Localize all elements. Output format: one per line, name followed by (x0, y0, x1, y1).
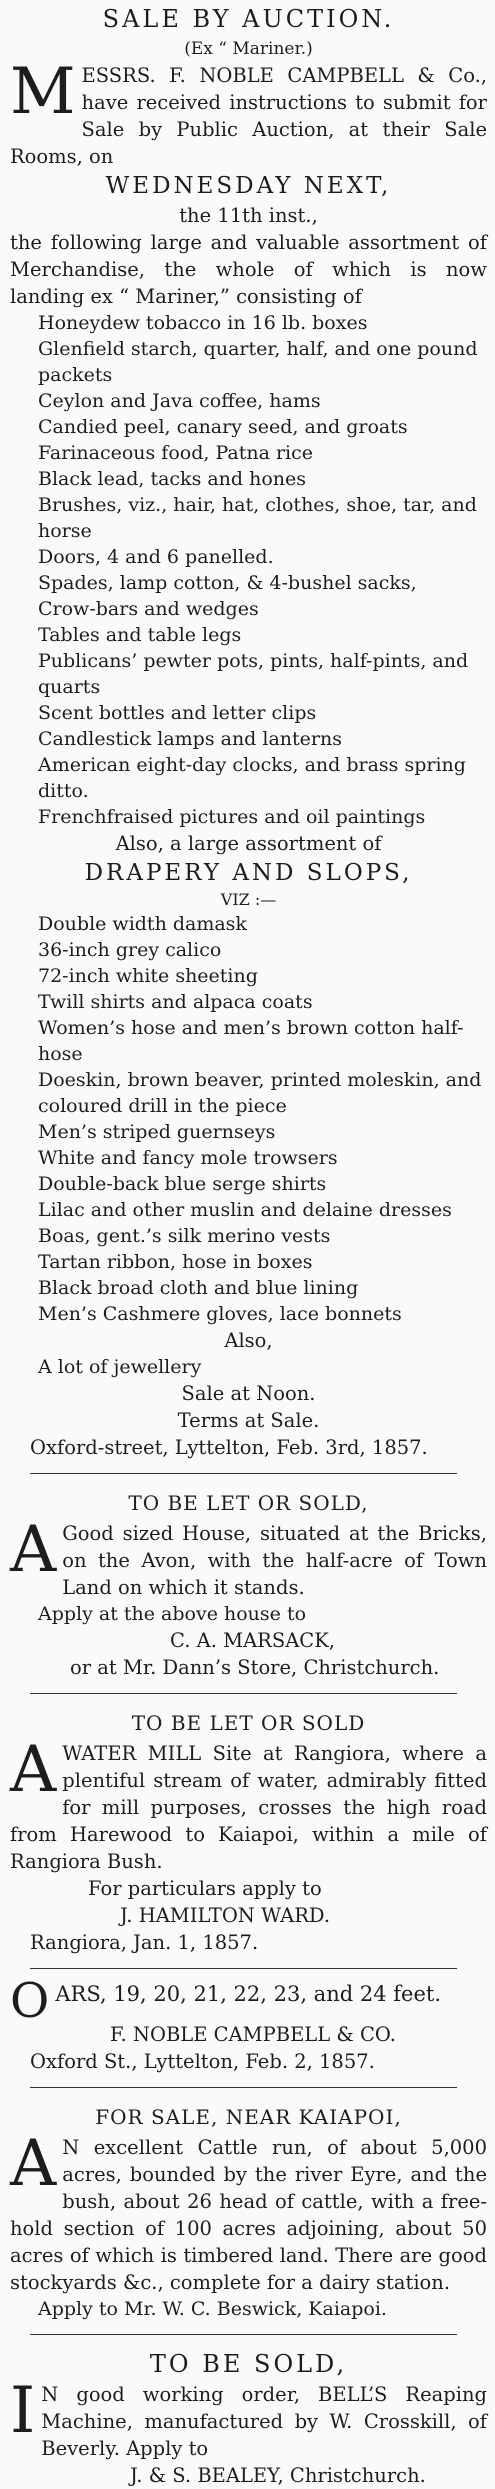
list-item: Men’s striped guernseys (38, 1121, 276, 1143)
list-item: American eight-day clocks, and brass spring ditto. (38, 754, 466, 802)
also-line: Also, a large assortment of (115, 832, 382, 855)
oars-advertisement (10, 1973, 487, 2075)
divider (30, 2087, 457, 2088)
ad-subheading: (Ex “ Mariner.) (184, 39, 313, 59)
ad-body: A N excellent Cattle run, of about 5,000 acres, bounded by the river Eyre, and the bush, about 26 head of cattle, with a free-hold section of 100 acres adjoining, about 50 acres of which is timbered land. There are good stockyards &c., complete for a dairy station. (10, 2127, 487, 2294)
drop-cap: A (10, 2127, 57, 2201)
list-item: Black lead, tacks and hones (38, 468, 307, 490)
list-item: Lilac and other muslin and delaine dresses (38, 1199, 452, 1221)
ad-body: I N good working order, BELL’S Reaping Machine, manufactured by W. Crosskill, of Beverly. Apply to (10, 2374, 487, 2460)
list-item: Boas, gent.’s silk merino vests (38, 1225, 331, 1247)
ad-body: OARS, 19, 20, 21, 22, 23, and 24 feet. (10, 1973, 441, 2029)
list-item: Women’s hose and men’s brown cotton half-hose (38, 1017, 464, 1065)
ad-heading: TO BE SOLD, (149, 2350, 348, 2378)
list-item: Doeskin, brown beaver, printed moleskin, and coloured drill in the piece (38, 1069, 482, 1117)
apply-line: For particulars apply to (88, 1877, 322, 1900)
drop-cap: A (10, 1733, 57, 1807)
drapery-list (10, 911, 487, 1327)
list-item: Frenchfraised pictures and oil paintings (38, 806, 426, 828)
list-item: Tartan ribbon, hose in boxes (38, 1251, 313, 1273)
list-item: Twill shirts and alpaca coats (38, 991, 313, 1013)
list-item: Ceylon and Java coffee, hams (38, 390, 321, 412)
drapery-heading: DRAPERY AND SLOPS, (84, 860, 413, 886)
apply-line: Apply to Mr. W. C. Beswick, Kaiapoi. (38, 2298, 387, 2320)
water-mill-advertisement (10, 1706, 487, 1956)
divider (30, 1693, 457, 1694)
ad-intro: MESSRS. F. NOBLE CAMPBELL & Co., have received instructions to submit for Sale by Public Auction, at their Sale Rooms, on (10, 55, 487, 168)
list-item: Tables and table legs (38, 624, 242, 646)
list-item: Double-back blue serge shirts (38, 1173, 327, 1195)
advertiser-name: J. HAMILTON WARD. (120, 1904, 331, 1927)
list-item: Publicans’ pewter pots, pints, half-pints, and quarts (38, 650, 469, 698)
list-item: Scent bottles and letter clips (38, 702, 317, 724)
sale-date: the 11th inst., (179, 204, 318, 227)
dateline: Rangiora, Jan. 1, 1857. (30, 1931, 259, 1954)
drop-cap: I (10, 2374, 36, 2448)
ad-heading: FOR SALE, NEAR KAIAPOI, (95, 2105, 402, 2129)
sale-terms: Terms at Sale. (177, 1409, 320, 1432)
apply-line: Apply at the above house to (38, 1603, 307, 1625)
drop-cap: A (10, 1513, 57, 1587)
ad-heading: SALE BY AUCTION. (102, 5, 395, 33)
advertiser-name: J. & S. BEALEY, Christchurch. (130, 2464, 426, 2487)
list-item: Candlestick lamps and lanterns (38, 728, 342, 750)
also-line: Also, (224, 1329, 273, 1352)
list-item: Glenfield starch, quarter, half, and one pound packets (38, 338, 478, 386)
list-item: Double width damask (38, 913, 247, 935)
ad-body: A Good sized House, situated at the Bricks, on the Avon, with the half-acre of Town Land on which it stands. (10, 1513, 487, 1599)
divider (30, 1968, 457, 1969)
list-item: Crow-bars and wedges (38, 598, 259, 620)
ad-body: AWATER MILL Site at Rangiora, where a plentiful stream of water, admirably fitted for mill purposes, crosses the high road from Harewood to Kaiapoi, within a mile of Rangiora Bush. (10, 1733, 487, 1873)
divider (30, 1473, 457, 1474)
viz-line: VIZ :— (220, 890, 277, 909)
list-item: Men’s Cashmere gloves, lace bonnets (38, 1303, 402, 1325)
drop-cap: M (10, 55, 76, 129)
reaping-machine-advertisement (10, 2347, 487, 2489)
ad-heading: TO BE LET OR SOLD, (128, 1491, 369, 1515)
ad-heading: TO BE LET OR SOLD (131, 1711, 366, 1735)
sale-day: WEDNESDAY NEXT, (105, 173, 392, 199)
list-item: Candied peel, canary seed, and groats (38, 416, 408, 438)
list-item: Brushes, viz., hair, hat, clothes, shoe, tar, and horse (38, 494, 477, 542)
dateline: Oxford St., Lyttelton, Feb. 2, 1857. (30, 2050, 375, 2073)
advertiser-name: F. NOBLE CAMPBELL & CO. (110, 2023, 396, 2046)
sale-time: Sale at Noon. (181, 1382, 316, 1405)
drop-cap: O (10, 1973, 50, 2029)
list-item: Farinaceous food, Patna rice (38, 442, 313, 464)
list-item: Doors, 4 and 6 panelled. (38, 546, 274, 568)
list-item: 36-inch grey calico (38, 939, 222, 961)
let-or-sold-advertisement (10, 1486, 487, 1681)
auction-advertisement (10, 0, 487, 1461)
list-item: Black broad cloth and blue lining (38, 1277, 359, 1299)
ad-lead: the following large and valuable assortment of Merchandise, the whole of which is now landing ex “ Mariner,” consisting of (10, 231, 487, 308)
dateline: Oxford-street, Lyttelton, Feb. 3rd, 1857. (30, 1436, 428, 1459)
alternate-address: or at Mr. Dann’s Store, Christchurch. (70, 1656, 440, 1679)
divider (30, 2334, 457, 2335)
cattle-run-advertisement (10, 2100, 487, 2322)
advertiser-name: C. A. MARSACK, (170, 1629, 335, 1652)
list-item: 72-inch white sheeting (38, 965, 258, 987)
jewellery-line: A lot of jewellery (38, 1356, 202, 1378)
list-item: White and fancy mole trowsers (38, 1147, 338, 1169)
list-item: Honeydew tobacco in 16 lb. boxes (38, 312, 368, 334)
merchandise-list (10, 310, 487, 830)
list-item: Spades, lamp cotton, & 4-bushel sacks, (38, 572, 417, 594)
